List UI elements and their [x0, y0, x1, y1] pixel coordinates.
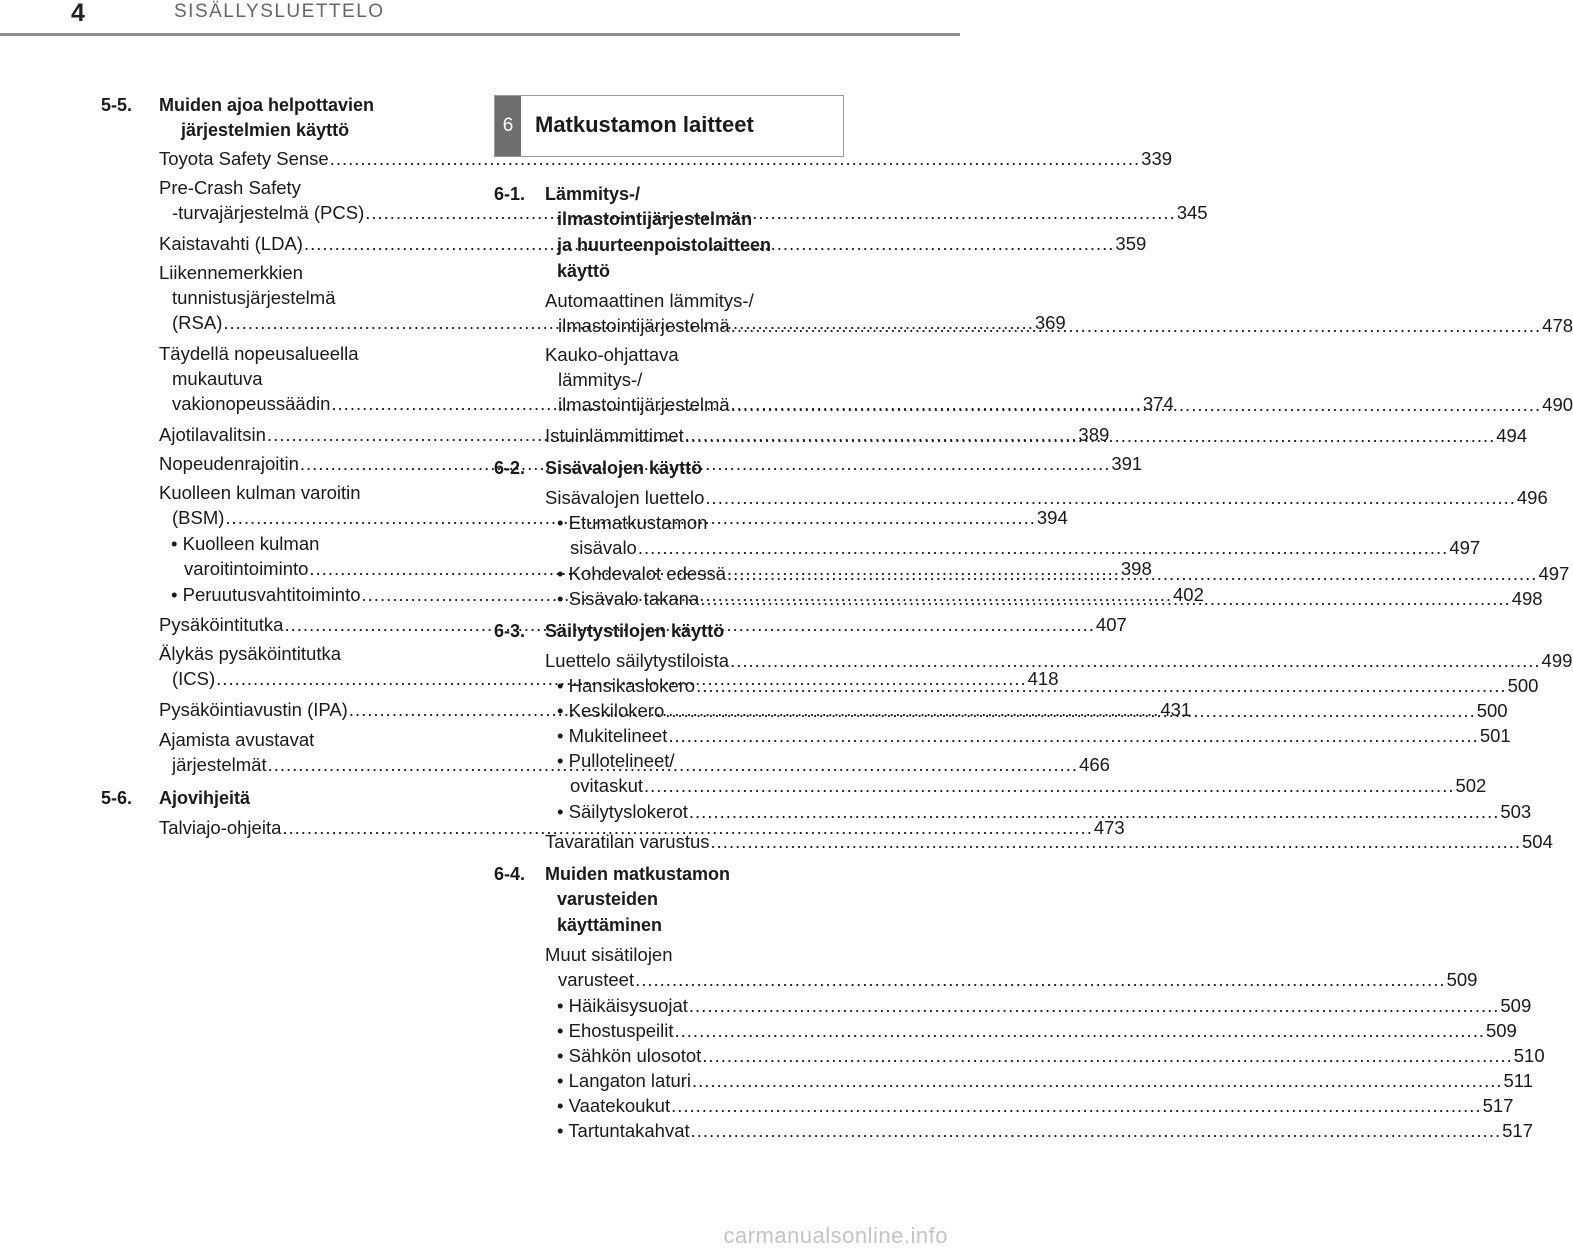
toc-sublink[interactable]: • Kohdevalot edessä ..... 497 [557, 561, 832, 586]
chapter-heading [494, 95, 844, 157]
toc-page: 503 [1500, 801, 1532, 822]
toc-page: 517 [1482, 1095, 1514, 1116]
section-title: ilmastointijärjestelmän [557, 209, 753, 229]
page-number: 4 [71, 0, 85, 27]
page-header [0, 0, 960, 36]
toc-sublink[interactable]: • Hansikaslokero ..... 500 [557, 673, 832, 698]
section-number: 5-5. [101, 95, 133, 115]
toc-link[interactable]: Pre-Crash Safety -turvajärjestelmä (PCS) ..... 345 [159, 175, 446, 225]
section-number: 5-6. [101, 788, 133, 808]
toc-link[interactable]: Liikennemerkkien tunnistusjärjestelmä (RSA) ..... 369 [159, 260, 446, 335]
toc-link[interactable]: Automaattinen lämmitys-/ ilmastointijärjestelmä ..... 478 [545, 288, 832, 338]
toc-page: 345 [1176, 202, 1208, 223]
toc-page: 359 [1115, 233, 1147, 254]
toc-page: 497 [1449, 537, 1481, 558]
section-number: 6-2. [494, 458, 526, 478]
toc-page: 509 [1500, 995, 1532, 1016]
section-title: Ajovihjeitä [159, 788, 251, 808]
toc-sublink[interactable]: • Pullotelineet/ ovitaskut ..... 502 [557, 748, 832, 798]
toc-link[interactable]: Tavaratilan varustus ..... 504 [545, 829, 832, 854]
toc-link[interactable]: Istuinlämmittimet ..... 494 [545, 423, 832, 448]
section-title: Sisävalojen käyttö [545, 458, 703, 478]
toc-page: 509 [1446, 969, 1478, 990]
toc-page: 389 [1078, 424, 1110, 445]
toc-sublink[interactable]: • Langaton laturi ..... 511 [557, 1068, 832, 1093]
toc-sublink[interactable]: • Vaatekoukut ..... 517 [557, 1093, 832, 1118]
toc-page: 502 [1455, 775, 1487, 796]
watermark: carmanualsonline.info [723, 1223, 948, 1248]
toc-sublink[interactable]: • Säilytyslokerot ..... 503 [557, 799, 832, 824]
toc-page: 418 [1027, 668, 1059, 689]
toc-link[interactable]: Muut sisätilojen varusteet ..... 509 [545, 942, 832, 992]
toc-page: 339 [1141, 148, 1173, 169]
toc-page: 407 [1095, 614, 1127, 635]
toc-sublink[interactable]: • Ehostuspeilit ..... 509 [557, 1018, 832, 1043]
chapter-number-tab: 6 [495, 96, 521, 156]
toc-sublink[interactable]: • Peruutusvahtitoiminto ..... 402 [171, 582, 446, 607]
toc-link[interactable]: Kaistavahti (LDA) ..... 359 [159, 231, 446, 256]
toc-page: 517 [1502, 1120, 1533, 1141]
section-title: Säilytystilojen käyttö [545, 621, 725, 641]
toc-sublink[interactable]: • Häikäisysuojat ..... 509 [557, 993, 832, 1018]
toc-link[interactable]: Pysäköintiavustin (IPA) ..... 431 [159, 697, 446, 722]
header-title: SISÄLLYSLUETTELO [174, 1, 385, 22]
toc-link[interactable]: Luettelo säilytystiloista ..... 499 [545, 648, 832, 673]
toc-page: 431 [1160, 699, 1192, 720]
toc-page: 398 [1120, 558, 1152, 579]
toc-page: 494 [1496, 425, 1528, 446]
toc-link[interactable]: Täydellä nopeusalueella mukautuva vakionopeussäädin ..... 374 [159, 341, 446, 416]
toc-page: 511 [1503, 1070, 1533, 1091]
toc-link[interactable]: Kuolleen kulman varoitin (BSM) ..... 394 [159, 480, 446, 530]
toc-link[interactable]: Talviajo-ohjeita ..... 473 [159, 815, 446, 840]
section-title: Lämmitys-/ [545, 184, 641, 204]
toc-page: 478 [1542, 315, 1573, 336]
toc-page: 497 [1538, 563, 1570, 584]
toc-page: 496 [1516, 487, 1548, 508]
toc-page: 369 [1034, 312, 1066, 333]
toc-link[interactable]: Kauko-ohjattava lämmitys-/ ilmastointijärjestelmä ..... 490 [545, 342, 832, 417]
toc-page: 500 [1476, 700, 1508, 721]
toc-link[interactable]: Toyota Safety Sense ..... 339 [159, 146, 446, 171]
section-title: käyttäminen [557, 915, 663, 935]
toc-page: 498 [1511, 588, 1543, 609]
section-title: järjestelmien käyttö [181, 120, 350, 140]
toc-sublink[interactable]: • Etumatkustamon sisävalo ..... 497 [557, 510, 832, 560]
section-title: Muiden ajoa helpottavien [159, 95, 375, 115]
toc-sublink[interactable]: • Sähkön ulosotot ..... 510 [557, 1043, 832, 1068]
section-title: Muiden matkustamon [545, 864, 731, 884]
toc-page: 473 [1093, 817, 1125, 838]
toc-page: 391 [1111, 453, 1143, 474]
section-title: varusteiden [557, 889, 659, 909]
toc-page: 509 [1485, 1020, 1517, 1041]
toc-sublink[interactable]: • Keskilokero ..... 500 [557, 698, 832, 723]
section-title: käyttö [557, 261, 611, 281]
toc-link[interactable]: Ajamista avustavat järjestelmät ..... 466 [159, 727, 446, 777]
toc-page: 510 [1513, 1045, 1545, 1066]
toc-page: 490 [1542, 394, 1573, 415]
toc-page: 499 [1541, 650, 1573, 671]
toc-link[interactable]: Pysäköintitutka ..... 407 [159, 612, 446, 637]
section-number: 6-1. [494, 184, 526, 204]
toc-page: 504 [1522, 831, 1553, 852]
toc-sublink[interactable]: • Mukitelineet ..... 501 [557, 723, 832, 748]
toc-sublink[interactable]: • Tartuntakahvat ..... 517 [557, 1118, 832, 1143]
toc-sublink[interactable]: • Sisävalo takana ..... 498 [557, 586, 832, 611]
header-divider [0, 33, 960, 36]
toc-page: 501 [1479, 725, 1511, 746]
toc-page: 402 [1173, 584, 1204, 605]
toc-link[interactable]: Sisävalojen luettelo ..... 496 [545, 485, 832, 510]
toc-link[interactable]: Ajotilavalitsin ..... 389 [159, 422, 446, 447]
toc-page: 466 [1079, 754, 1110, 775]
section-number: 6-4. [494, 864, 526, 884]
section-title: ja huurteenpoistolaitteen [557, 235, 772, 255]
toc-link[interactable]: Nopeudenrajoitin ..... 391 [159, 451, 446, 476]
toc-sublink[interactable]: • Kuolleen kulman varoitintoiminto ..... 398 [171, 531, 446, 581]
toc-link[interactable]: Älykäs pysäköintitutka (ICS) ..... 418 [159, 641, 446, 691]
toc-page: 394 [1036, 507, 1068, 528]
toc-page: 374 [1142, 393, 1174, 414]
section-number: 6-3. [494, 621, 526, 641]
chapter-title: Matkustamon laitteet [535, 112, 754, 137]
toc-page: 500 [1507, 675, 1539, 696]
